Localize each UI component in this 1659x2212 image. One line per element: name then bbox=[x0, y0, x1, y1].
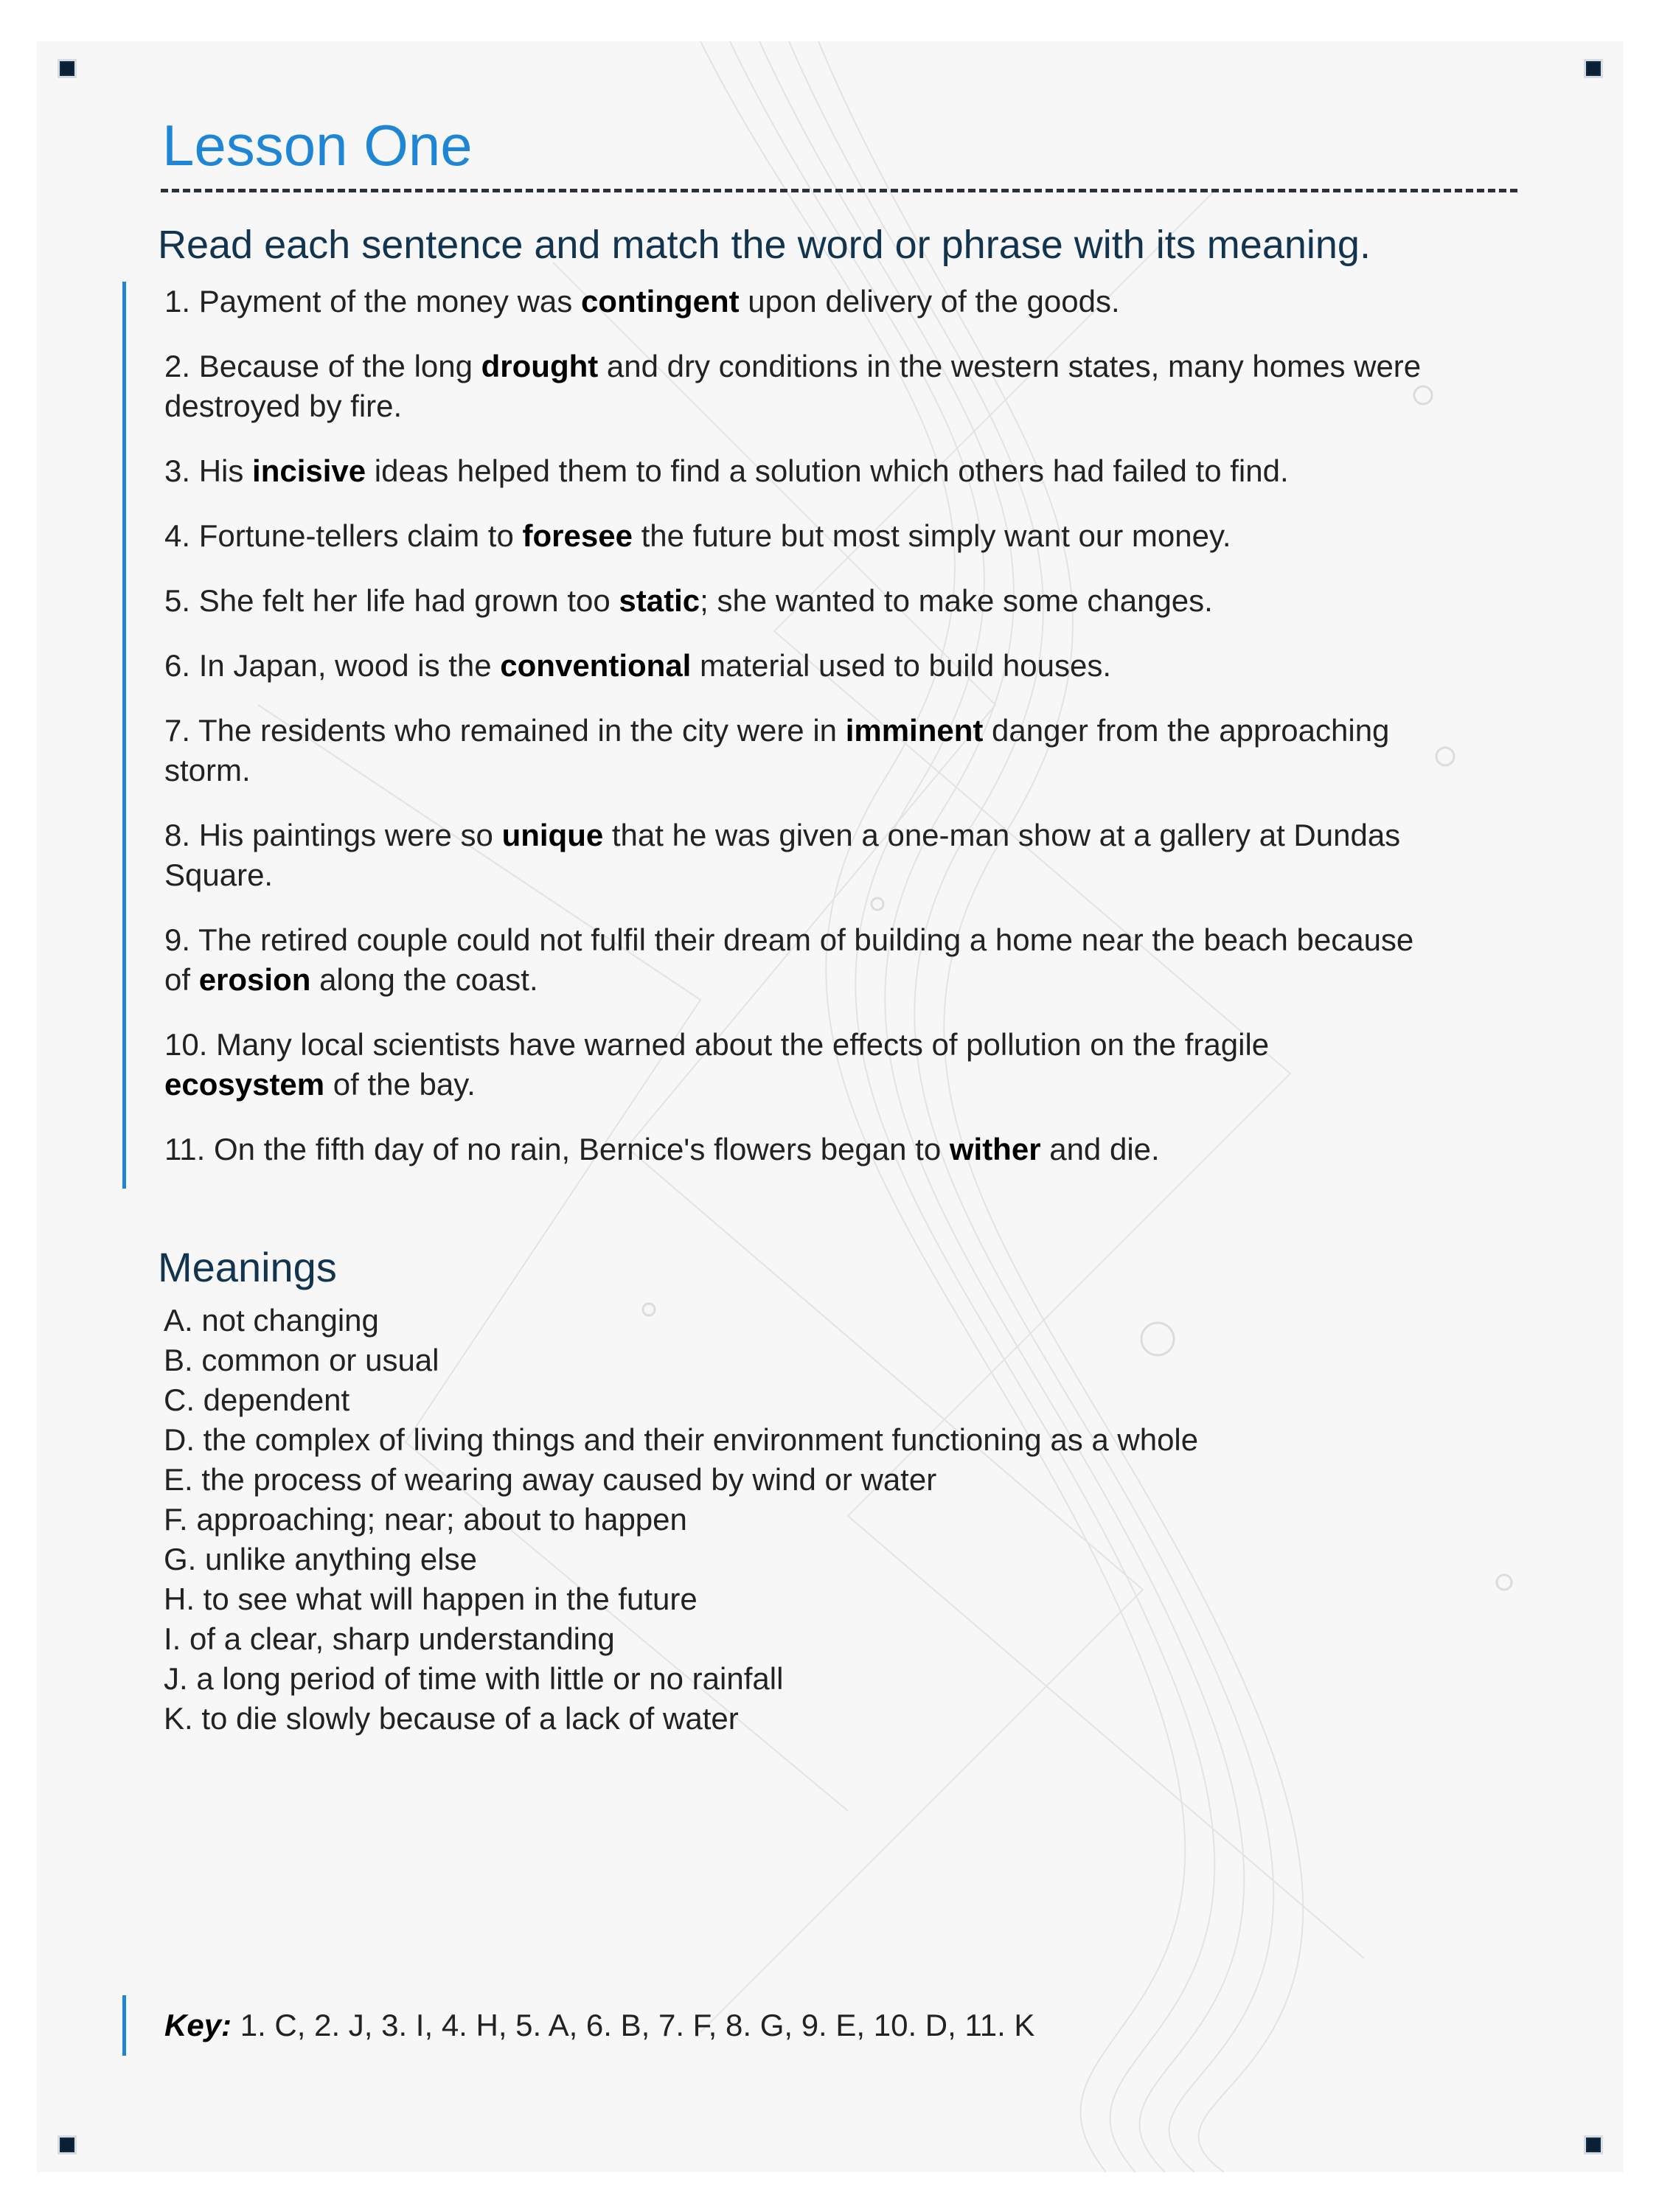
vocab-word: ecosystem bbox=[164, 1067, 325, 1102]
corner-mark-top-left bbox=[58, 59, 77, 78]
vocab-word: drought bbox=[481, 349, 599, 383]
title-divider bbox=[161, 189, 1517, 192]
meaning-item: H. to see what will happen in the future bbox=[164, 1582, 698, 1616]
answer-key-label: Key: bbox=[164, 2008, 232, 2042]
answer-key-values: 1. C, 2. J, 3. I, 4. H, 5. A, 6. B, 7. F, 8. G, 9. E, 10. D, 11. K bbox=[232, 2008, 1035, 2042]
sentence-6: 6. In Japan, wood is the conventional material used to build houses. bbox=[164, 648, 1112, 683]
vocab-word: wither bbox=[949, 1132, 1041, 1166]
meaning-item: D. the complex of living things and their environment functioning as a whole bbox=[164, 1422, 1199, 1457]
corner-mark-bottom-left bbox=[58, 2135, 77, 2154]
sentence-10: 10. Many local scientists have warned about the effects of pollution on the fragile ecosystem of the bay. bbox=[164, 1027, 1270, 1102]
meaning-item: I. of a clear, sharp understanding bbox=[164, 1621, 615, 1656]
sentence-11: 11. On the fifth day of no rain, Bernice's flowers began to wither and die. bbox=[164, 1132, 1160, 1166]
meaning-item: C. dependent bbox=[164, 1382, 350, 1417]
answer-key bbox=[122, 1995, 1034, 2056]
vocab-word: foresee bbox=[522, 518, 633, 553]
sentence-3: 3. His incisive ideas helped them to find a solution which others had failed to find. bbox=[164, 453, 1289, 488]
vocab-word: incisive bbox=[252, 453, 366, 488]
meanings-list bbox=[164, 1301, 1198, 1739]
instructions: Read each sentence and match the word or phrase with its meaning. bbox=[158, 223, 1371, 267]
vocab-word: imminent bbox=[845, 713, 984, 748]
sentence-4: 4. Fortune-tellers claim to foresee the future but most simply want our money. bbox=[164, 518, 1231, 553]
vocab-word: unique bbox=[501, 818, 604, 852]
page-title: Lesson One bbox=[162, 113, 473, 178]
vocab-word: static bbox=[619, 583, 700, 618]
meaning-item: K. to die slowly because of a lack of water bbox=[164, 1701, 739, 1736]
vocab-word: conventional bbox=[500, 648, 692, 683]
meaning-item: G. unlike anything else bbox=[164, 1542, 477, 1576]
meaning-item: E. the process of wearing away caused by wind or water bbox=[164, 1462, 937, 1497]
sentence-9: 9. The retired couple could not fulfil their dream of building a home near the beach because of erosion along the coast. bbox=[164, 922, 1414, 997]
meaning-item: J. a long period of time with little or no rainfall bbox=[164, 1661, 784, 1696]
sentence-7: 7. The residents who remained in the city were in imminent danger from the approaching storm. bbox=[164, 713, 1390, 787]
corner-mark-top-right bbox=[1584, 59, 1603, 78]
meaning-item: B. common or usual bbox=[164, 1343, 439, 1377]
meanings-heading: Meanings bbox=[158, 1244, 337, 1290]
vocab-word: erosion bbox=[198, 962, 311, 997]
meaning-item: F. approaching; near; about to happen bbox=[164, 1502, 687, 1537]
sentence-5: 5. She felt her life had grown too static; she wanted to make some changes. bbox=[164, 583, 1213, 618]
sentence-8: 8. His paintings were so unique that he was given a one-man show at a gallery at Dundas Square. bbox=[164, 818, 1401, 892]
vocab-word: contingent bbox=[580, 284, 740, 319]
sentence-list bbox=[122, 282, 1521, 1189]
meaning-item: A. not changing bbox=[164, 1303, 379, 1338]
sentence-2: 2. Because of the long drought and dry conditions in the western states, many homes were destroyed by fire. bbox=[164, 349, 1422, 423]
sentence-1: 1. Payment of the money was contingent upon delivery of the goods. bbox=[164, 284, 1120, 319]
corner-mark-bottom-right bbox=[1584, 2135, 1603, 2154]
